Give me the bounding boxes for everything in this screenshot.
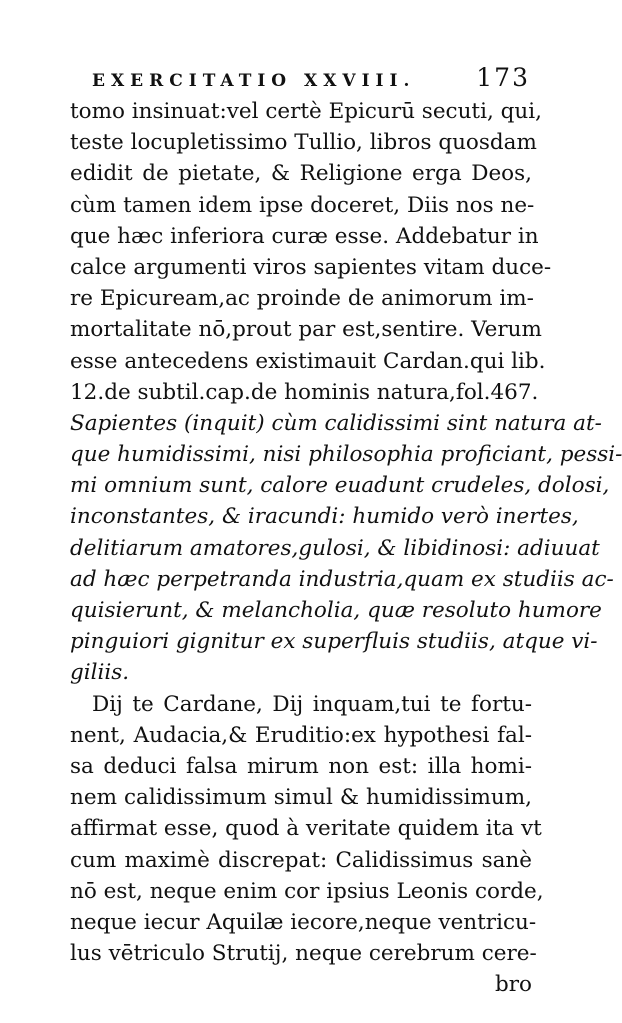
text-line: edidit de pietate, & Religione erga Deos,: [70, 161, 532, 187]
text-line: ad hæc perpetranda industria,quam ex studiis ac-: [70, 566, 614, 592]
text-line: tomo insinuat:vel certè Epicurū secuti, qui,: [70, 99, 542, 124]
text-line: lus vētriculo Strutij, neque cerebrum cere-: [70, 941, 537, 967]
text-line: Dij te Cardane, Dij inquam,tui te fortu-: [92, 691, 532, 717]
text-line: Sapientes (inquit) cùm calidissimi sint natura at-: [70, 410, 602, 436]
running-title: EXERCITATIO XXVIII.: [92, 71, 416, 91]
text-line: que humidissimi, nisi philosophia proficiant, pessi-: [70, 442, 622, 468]
book-page: [70, 60, 622, 1010]
text-line: que hæc inferiora curæ esse. Addebatur in: [70, 223, 539, 249]
text-line: calce argumenti viros sapientes vitam duce-: [70, 254, 552, 280]
text-line: cum maximè discrepat: Calidissimus sanè: [70, 847, 532, 873]
text-line: cùm tamen idem ipse doceret, Diis nos ne-: [70, 192, 535, 218]
text-line: bro: [495, 972, 532, 998]
text-line: nō est, neque enim cor ipsius Leonis corde,: [70, 878, 544, 904]
text-line: teste locupletissimo Tullio, libros quosdam: [70, 130, 537, 156]
text-line: re Epicuream,ac proinde de animorum im-: [70, 286, 534, 312]
text-line: esse antecedens existimauit Cardan.qui lib.: [70, 348, 546, 374]
running-head: [70, 60, 532, 96]
text-line: sa deduci falsa mirum non est: illa homi-: [70, 753, 532, 779]
text-line: mortalitate nō,prout par est,sentire. Verum: [70, 317, 542, 343]
text-line: nent, Audacia,& Eruditio:ex hypothesi fal-: [70, 722, 532, 748]
text-line: neque iecur Aquilæ iecore,neque ventricu-: [70, 909, 537, 935]
text-line: mi omnium sunt, calore euadunt crudeles, dolosi,: [70, 473, 610, 499]
body-text: [70, 96, 622, 1000]
text-line: giliis.: [70, 660, 130, 686]
text-line: delitiarum amatores,gulosi, & libidinosi: adiuuat: [70, 535, 600, 561]
text-line: quisierunt, & melancholia, quæ resoluto humore: [70, 598, 602, 623]
page-number: 173: [476, 63, 530, 92]
text-line: 12.de subtil.cap.de hominis natura,fol.467.: [70, 379, 539, 405]
text-line: nem calidissimum simul & humidissimum,: [70, 785, 532, 811]
text-line: inconstantes, & iracundi: humido verò inertes,: [70, 504, 579, 530]
text-line: affirmat esse, quod à veritate quidem ita vt: [70, 816, 542, 842]
text-line: pinguiori gignitur ex superfluis studiis, atque vi-: [70, 629, 598, 655]
